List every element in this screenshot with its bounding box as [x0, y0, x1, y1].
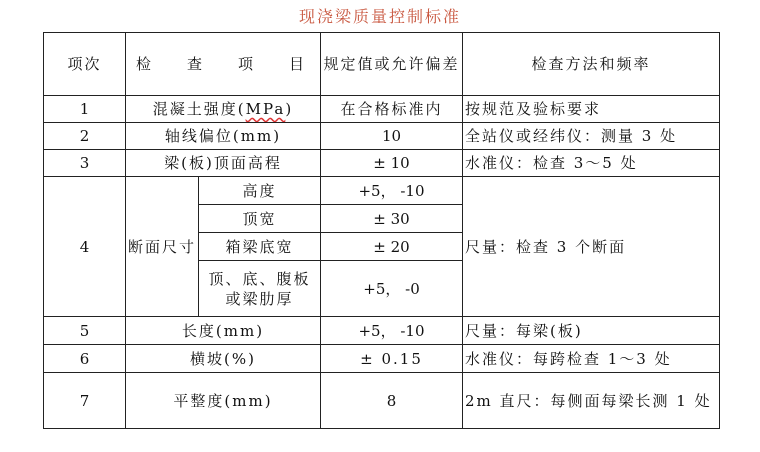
row-item-suffix: ) — [285, 100, 294, 118]
header-tolerance: 规定值或允许偏差 — [321, 33, 463, 96]
header-item — [126, 33, 321, 96]
row-tolerance: ± 0.15 — [321, 345, 463, 373]
table-row — [44, 96, 720, 123]
row-item-unit: MPa — [245, 100, 286, 118]
row-group: 断面尺寸 — [126, 177, 199, 317]
row-item: 横坡(%) — [126, 345, 321, 373]
row-tolerance: +5， -10 — [321, 317, 463, 345]
row-tolerance: +5， -0 — [321, 261, 463, 317]
row-no: 6 — [44, 345, 126, 373]
row-item: 梁(板)顶面高程 — [126, 150, 321, 177]
header-item-char: 检 — [136, 55, 152, 73]
row-no: 7 — [44, 373, 126, 429]
row-method: 水准仪：每跨检查 1～3 处 — [463, 345, 720, 373]
header-no: 项次 — [44, 33, 126, 96]
table-row — [44, 317, 720, 345]
row-subitem: 顶、底、腹板或梁肋厚 — [199, 261, 321, 317]
row-subitem: 箱梁底宽 — [199, 233, 321, 261]
row-tolerance: ± 30 — [321, 205, 463, 233]
row-no: 5 — [44, 317, 126, 345]
row-method: 2m 直尺：每侧面每梁长测 1 处 — [463, 373, 720, 429]
row-subitem: 高度 — [199, 177, 321, 205]
row-item: 长度(mm) — [126, 317, 321, 345]
row-tolerance: +5， -10 — [321, 177, 463, 205]
row-no: 4 — [44, 177, 126, 317]
header-item-char: 目 — [288, 55, 304, 73]
row-tolerance: 8 — [321, 373, 463, 429]
quality-control-table — [43, 32, 720, 429]
table-row — [44, 123, 720, 150]
header-item-char: 项 — [237, 55, 253, 73]
row-tolerance: 在合格标准内 — [321, 96, 463, 123]
row-subitem: 顶宽 — [199, 205, 321, 233]
row-tolerance: ± 20 — [321, 233, 463, 261]
row-method: 尺量：每梁(板) — [463, 317, 720, 345]
row-no: 3 — [44, 150, 126, 177]
row-item-prefix: 混凝土强度( — [152, 100, 246, 118]
table-row — [44, 177, 720, 205]
header-method: 检查方法和频率 — [463, 33, 720, 96]
document-title: 现浇梁质量控制标准 — [298, 7, 461, 26]
header-item-char: 查 — [186, 55, 202, 73]
row-item: 轴线偏位(mm) — [126, 123, 321, 150]
row-method: 尺量：检查 3 个断面 — [463, 177, 720, 317]
row-tolerance: 10 — [321, 123, 463, 150]
row-method: 按规范及验标要求 — [463, 96, 720, 123]
row-item — [126, 96, 321, 123]
row-method: 水准仪：检查 3～5 处 — [463, 150, 720, 177]
table-row — [44, 150, 720, 177]
row-no: 1 — [44, 96, 126, 123]
row-no: 2 — [44, 123, 126, 150]
row-item: 平整度(mm) — [126, 373, 321, 429]
table-row — [44, 373, 720, 429]
table-row — [44, 345, 720, 373]
row-tolerance: ± 10 — [321, 150, 463, 177]
row-method: 全站仪或经纬仪：测量 3 处 — [463, 123, 720, 150]
table-header-row — [44, 33, 720, 96]
